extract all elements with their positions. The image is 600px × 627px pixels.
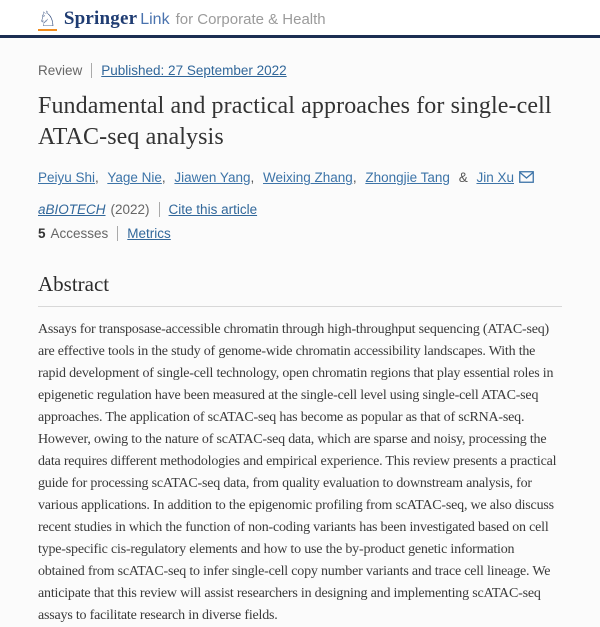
article-page <box>0 38 600 627</box>
site-header <box>0 0 600 38</box>
logo-brand-text: Springer <box>63 8 138 29</box>
logo-suffix-text: for Corporate & Health <box>175 11 326 28</box>
cite-article-link[interactable]: Cite this article <box>168 202 258 218</box>
accesses-label: Accesses <box>50 226 109 242</box>
divider <box>117 226 118 241</box>
article-category-label: Review <box>38 63 83 78</box>
author-link[interactable]: Yage Nie <box>107 170 162 186</box>
abstract-text: Assays for transposase-accessible chromatin through high-throughput sequencing (ATAC-seq) are effective tools in the study of genome-wide chromatin accessibility landscapes. With the rapid development of single-cell technology, open chromatin regions that play essential roles in epigenetic regulation have been measured at the single-cell level using single-cell ATAC-seq approaches. The application of scATAC-seq has become as popular as that of scRNA-seq. However, owing to the nature of scATAC-seq data, which are sparse and noisy, processing the data requires different methodologies and empirical experience. This review presents a practical guide for processing scATAC-seq data, from quality evaluation to downstream analysis, for various applications. In addition to the epigenomic profiling from scATAC-seq, we also discuss recent studies in which the function of non-coding variants has been investigated based on cell type-specific cis-regulatory elements and how to use the by-product genetic information obtained from scATAC-seq to infer single-cell copy number variants and trace cell lineage. We anticipate that this review will assist researchers in designing and implementing scATAC-seq assays to facilitate research in diverse fields. <box>38 322 557 624</box>
published-date-link[interactable]: Published: 27 September 2022 <box>101 63 287 78</box>
author-separator: , <box>161 170 166 186</box>
author-link[interactable]: Peiyu Shi <box>38 170 96 186</box>
author-separator: , <box>95 170 99 186</box>
journal-row <box>38 202 562 217</box>
author-separator: , <box>352 170 357 186</box>
article-meta-row <box>38 63 562 78</box>
abstract-heading: Abstract <box>38 272 110 297</box>
section-divider <box>38 306 562 307</box>
logo-link-text: Link <box>140 11 170 28</box>
authors-conjunction: & <box>458 170 468 186</box>
divider <box>159 202 160 217</box>
divider <box>91 63 92 78</box>
metrics-link[interactable]: Metrics <box>127 226 171 242</box>
authors-row <box>38 168 562 188</box>
envelope-icon[interactable] <box>519 171 534 183</box>
springerlink-logo[interactable] <box>38 7 326 30</box>
accesses-count: 5 <box>38 226 46 242</box>
author-link-corresponding[interactable]: Jin Xu <box>476 170 514 186</box>
author-link[interactable]: Weixing Zhang <box>263 170 353 186</box>
springer-knight-icon: ♘ <box>38 7 57 31</box>
accesses-row <box>38 226 562 241</box>
author-link[interactable]: Jiawen Yang <box>174 170 251 186</box>
journal-link[interactable]: aBIOTECH <box>38 202 106 218</box>
abstract-section <box>38 272 562 627</box>
author-separator: , <box>250 170 255 186</box>
author-link[interactable]: Zhongjie Tang <box>365 170 450 186</box>
article-title: Fundamental and practical approaches for single-cell ATAC-seq analysis <box>38 93 552 151</box>
journal-year: (2022) <box>110 202 150 218</box>
